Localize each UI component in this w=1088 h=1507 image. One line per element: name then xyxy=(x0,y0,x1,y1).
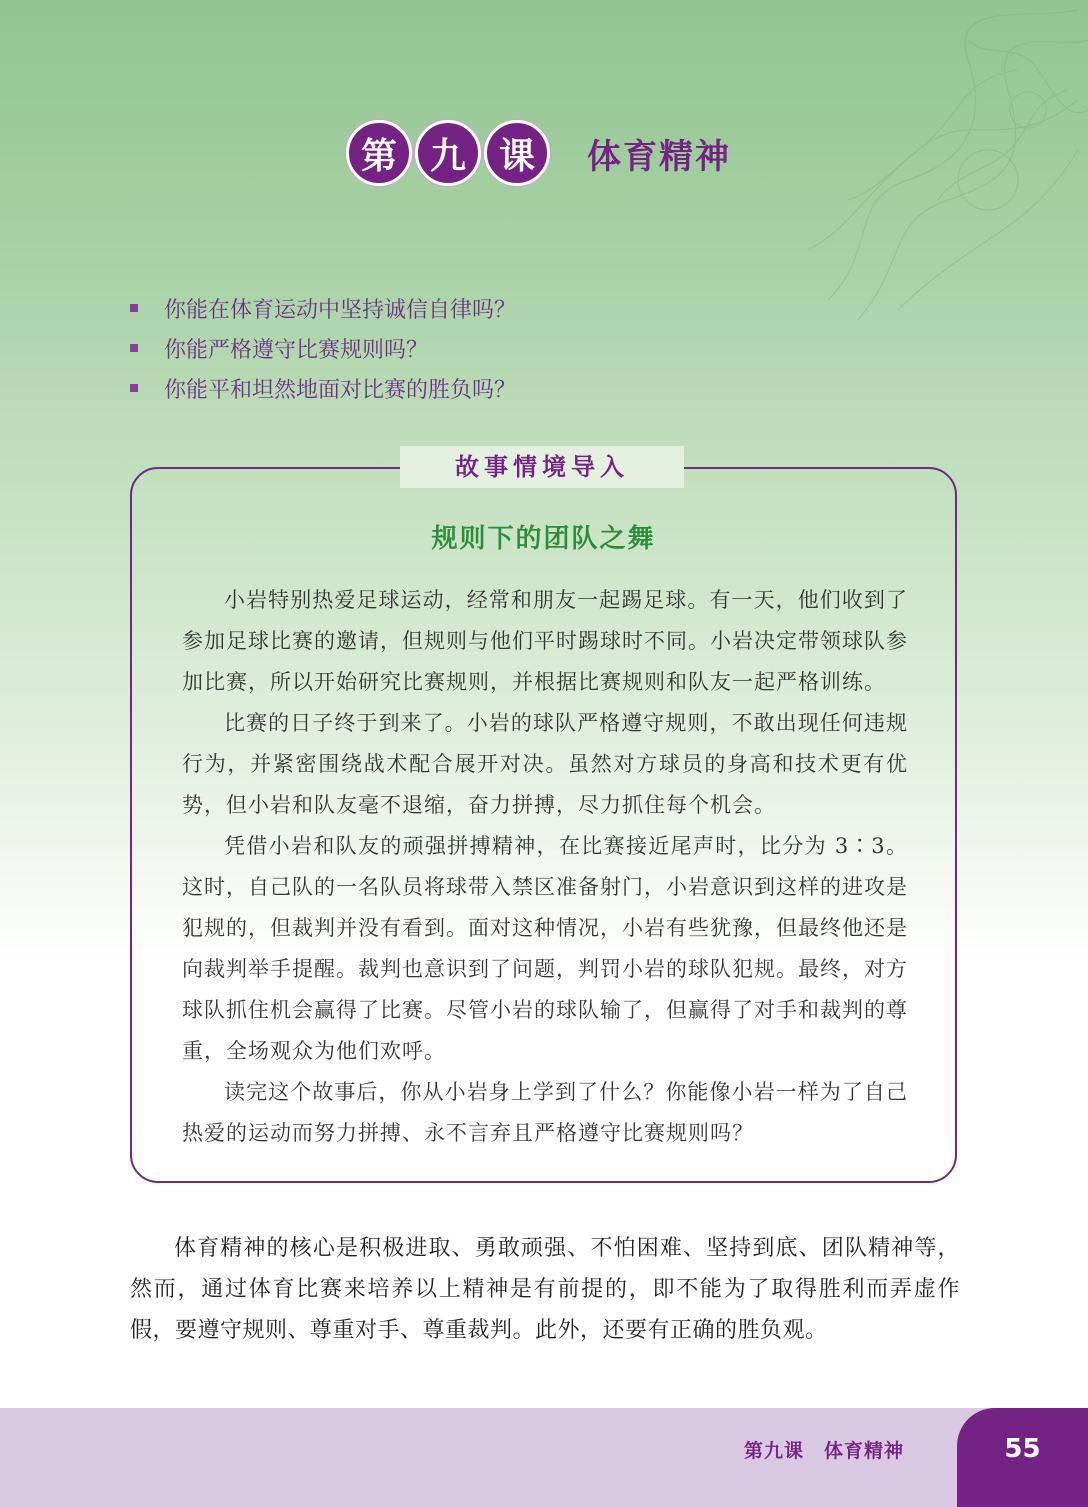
guiding-questions-list xyxy=(130,288,516,408)
footer-band xyxy=(0,1408,1088,1507)
story-paragraph: 小岩特别热爱足球运动，经常和朋友一起踢足球。有一天，他们收到了参加足球比赛的邀请，但规则与他们平时踢球时不同。小岩决定带领球队参加比赛，所以开始研究比赛规则，并根据比赛规则和队友一起严格训练。 xyxy=(182,588,908,694)
question-item xyxy=(130,368,516,408)
question-item xyxy=(130,288,516,328)
story-body xyxy=(182,580,908,1154)
story-paragraph: 读完这个故事后，你从小岩身上学到了什么？你能像小岩一样为了自己热爱的运动而努力拼搏、永不言弃且严格遵守比赛规则吗？ xyxy=(182,1080,908,1145)
square-bullet-icon xyxy=(130,344,138,352)
question-text: 你能在体育运动中坚持诚信自律吗？ xyxy=(164,297,517,323)
lesson-char-circle: 课 xyxy=(484,120,550,186)
story-paragraph: 比赛的日子终于到来了。小岩的球队严格遵守规则，不敢出现任何违规行为，并紧密围绕战术配合展开对决。虽然对方球员的身高和技术更有优势，但小岩和队友毫不退缩，奋力拼搏，尽力抓住每个机会。 xyxy=(182,711,908,817)
square-bullet-icon xyxy=(130,384,138,392)
question-text: 你能严格遵守比赛规则吗？ xyxy=(164,337,429,363)
page-number: 55 xyxy=(957,1408,1088,1507)
lesson-title: 体育精神 xyxy=(587,136,731,177)
question-text: 你能平和坦然地面对比赛的胜负吗？ xyxy=(164,377,517,403)
lesson-title-row xyxy=(346,120,731,186)
decorative-swirl-graphic xyxy=(788,0,1088,330)
square-bullet-icon xyxy=(130,304,138,312)
running-title: 第九课 体育精神 xyxy=(744,1440,905,1462)
story-title: 规则下的团队之舞 xyxy=(431,524,656,554)
question-item xyxy=(130,328,516,368)
story-paragraph: 凭借小岩和队友的顽强拼搏精神，在比赛接近尾声时，比分为 3∶3。这时，自己队的一名队员将球带入禁区准备射门，小岩意识到这样的进攻是犯规的，但裁判并没有看到。面对这种情况，小岩有些犹豫，但最终他还是向裁判举手提醒。裁判也意识到了问题，判罚小岩的球队犯规。最终，对方球队抓住机会赢得了比赛。尽管小岩的球队输了，但赢得了对手和裁判的尊重，全场观众为他们欢呼。 xyxy=(182,834,908,1063)
lesson-char-circle: 九 xyxy=(415,120,481,186)
lesson-char-circle: 第 xyxy=(346,120,412,186)
story-section-label: 故事情境导入 xyxy=(400,446,684,488)
body-paragraph: 体育精神的核心是积极进取、勇敢顽强、不怕困难、坚持到底、团队精神等，然而，通过体育比赛来培养以上精神是有前提的，即不能为了取得胜利而弄虚作假，要遵守规则、尊重对手、尊重裁判。此外，还要有正确的胜负观。 xyxy=(130,1236,960,1343)
